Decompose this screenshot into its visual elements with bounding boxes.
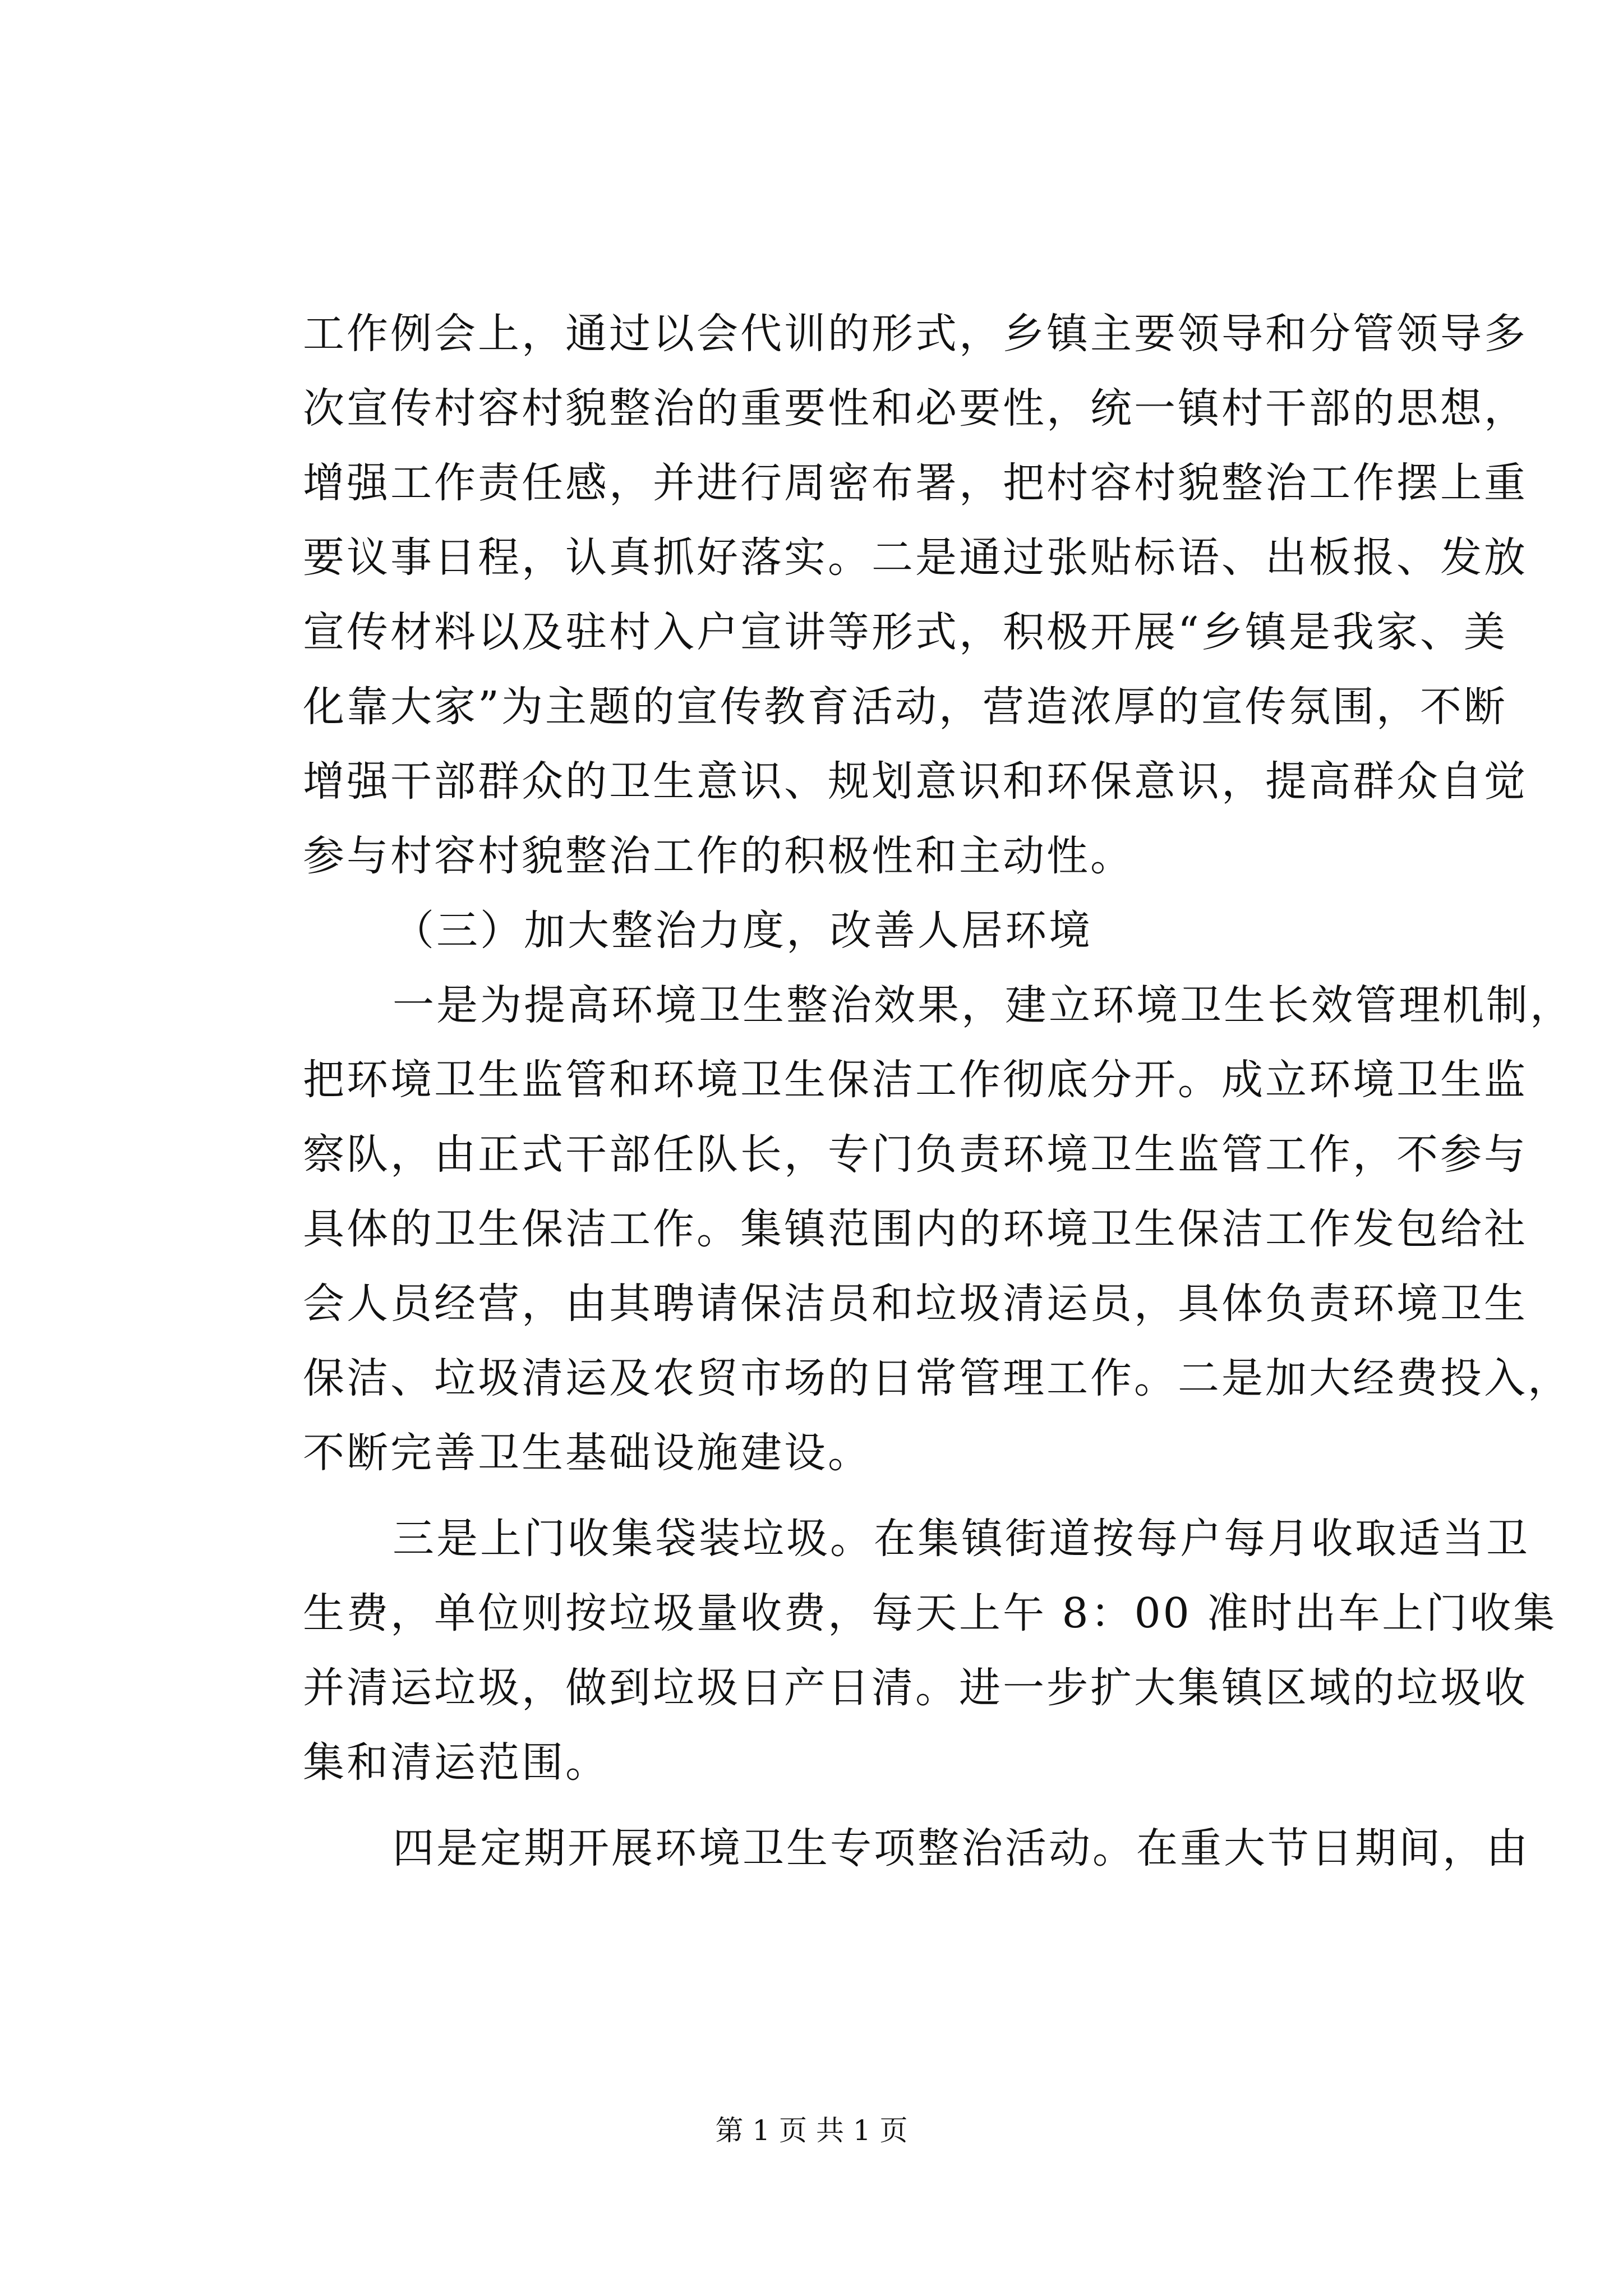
text-line: 生费，单位则按垃圾量收费，每天上午 8：00 准时出车上门收集 xyxy=(303,1589,1557,1637)
text-line: 化靠大家”为主题的宣传教育活动，营造浓厚的宣传氛围，不断 xyxy=(303,683,1507,731)
text-line: 四是定期开展环境卫生专项整治活动。在重大节日期间，由 xyxy=(393,1824,1530,1872)
text-line: 三是上门收集袋装垃圾。在集镇街道按每户每月收取适当卫 xyxy=(393,1515,1530,1563)
text-line: 并清运垃圾，做到垃圾日产日清。进一步扩大集镇区域的垃圾收 xyxy=(303,1664,1528,1712)
text-line: 保洁、垃圾清运及农贸市场的日常管理工作。二是加大经费投入， xyxy=(303,1354,1571,1402)
text-line: 一是为提高环境卫生整治效果，建立环境卫生长效管理机制， xyxy=(393,981,1574,1029)
text-line: 具体的卫生保洁工作。集镇范围内的环境卫生保洁工作发包给社 xyxy=(303,1205,1528,1253)
text-line: 会人员经营，由其聘请保洁员和垃圾清运员，具体负责环境卫生 xyxy=(303,1280,1528,1328)
text-line: 集和清运范围。 xyxy=(303,1738,609,1787)
text-line: 不断完善卫生基础设施建设。 xyxy=(303,1429,872,1477)
text-line: 工作例会上，通过以会代训的形式，乡镇主要领导和分管领导多 xyxy=(303,310,1528,358)
text-line: 宣传材料以及驻村入户宣讲等形式，积极开展“乡镇是我家、美 xyxy=(303,608,1507,656)
text-line: 增强干部群众的卫生意识、规划意识和环保意识，提高群众自觉 xyxy=(303,757,1528,806)
text-line: 次宣传村容村貌整治的重要性和必要性，统一镇村干部的思想， xyxy=(303,384,1528,432)
text-line: 把环境卫生监管和环境卫生保洁工作彻底分开。成立环境卫生监 xyxy=(303,1056,1528,1104)
text-line: 参与村容村貌整治工作的积极性和主动性。 xyxy=(303,832,1134,880)
page-footer: 第 1 页 共 1 页 xyxy=(715,2114,908,2147)
section-heading: （三）加大整治力度，改善人居环境 xyxy=(393,907,1092,955)
text-line: 增强工作责任感，并进行周密布署，把村容村貌整治工作摆上重 xyxy=(303,459,1528,507)
text-line: 察队，由正式干部任队长，专门负责环境卫生监管工作，不参与 xyxy=(303,1130,1528,1179)
text-line: 要议事日程，认真抓好落实。二是通过张贴标语、出板报、发放 xyxy=(303,533,1528,582)
